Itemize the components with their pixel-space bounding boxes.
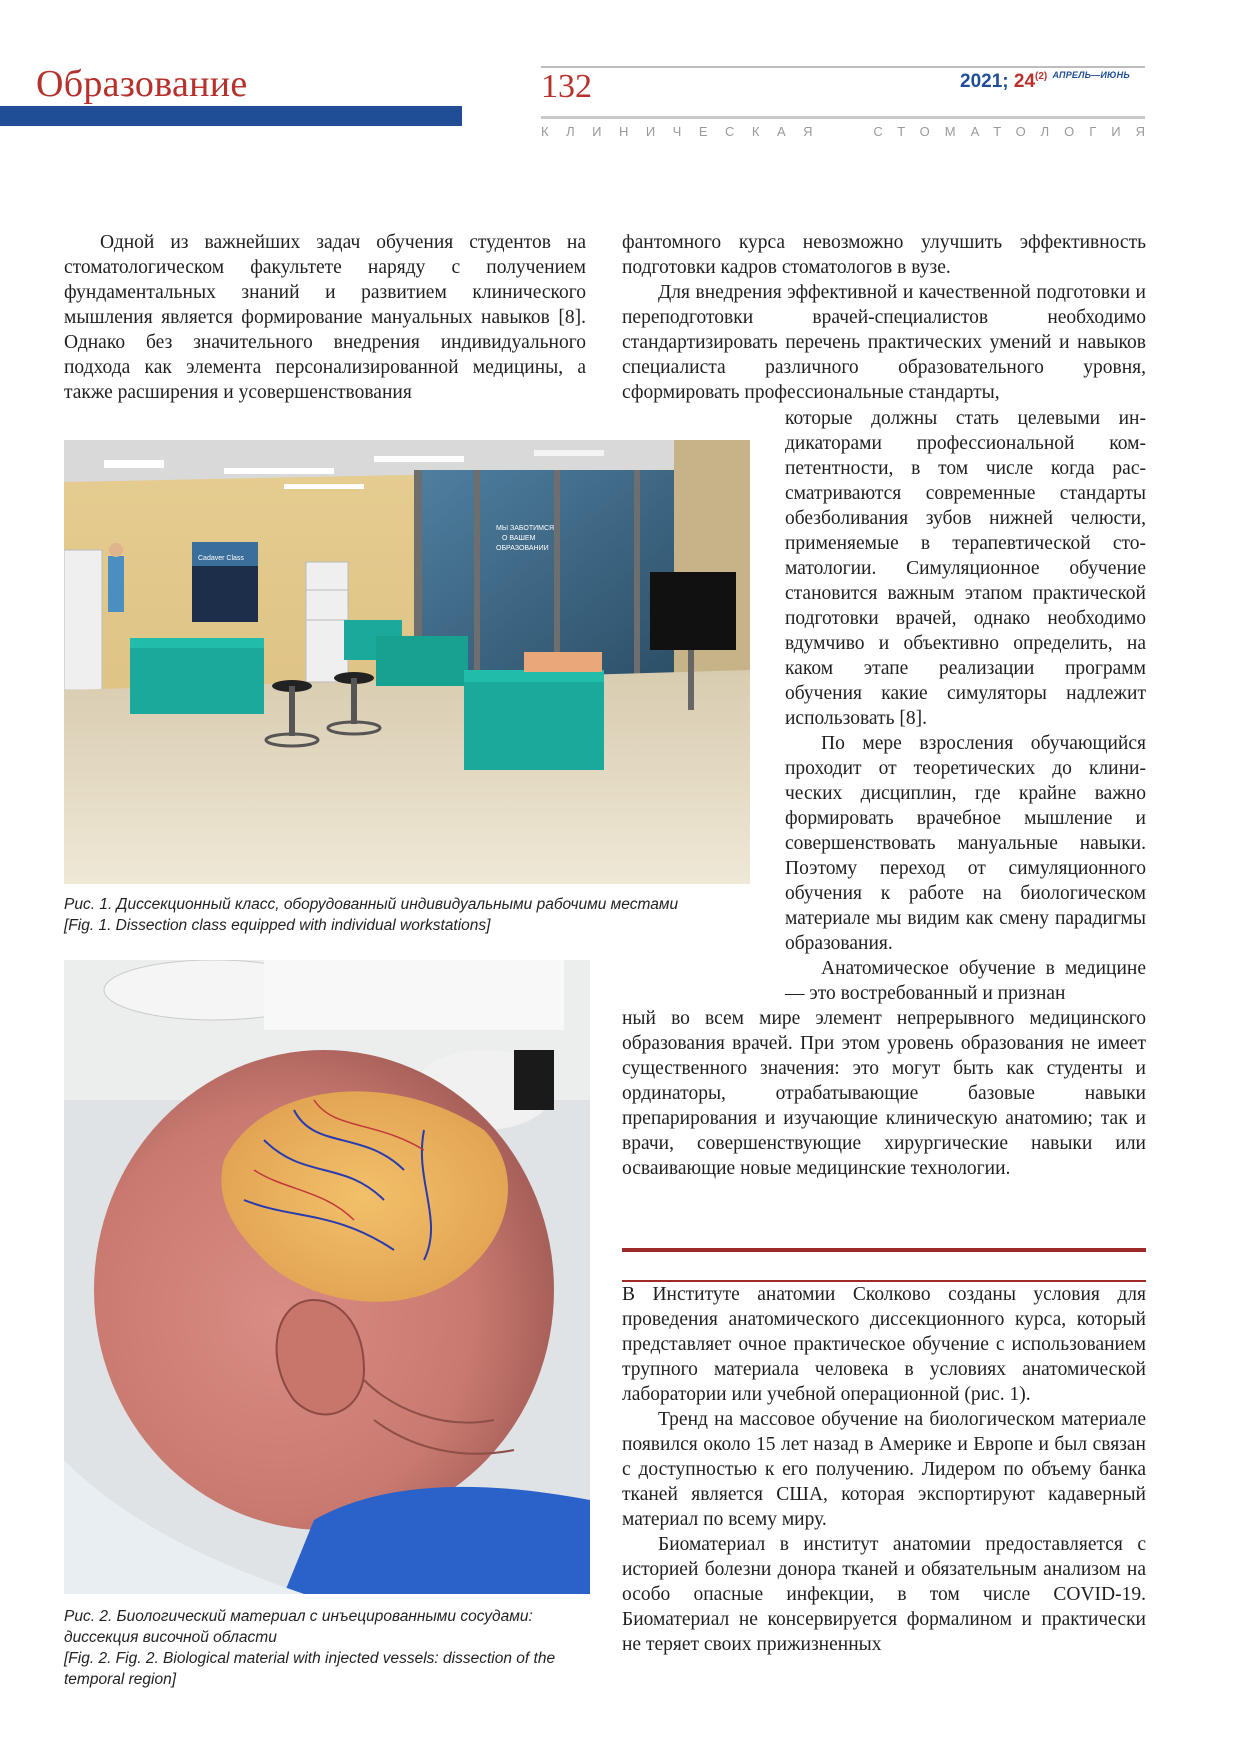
text-column-5 xyxy=(622,1282,1146,1657)
section-bar xyxy=(0,106,462,126)
svg-text:МЫ ЗАБОТИМСЯ: МЫ ЗАБОТИМСЯ xyxy=(496,525,555,532)
page-number: 132 xyxy=(541,68,592,105)
issue-number: (2) xyxy=(1035,71,1048,82)
text-column-1 xyxy=(64,230,586,405)
caption-en: [Fig. 1. Dissection class equipped with individual workstations] xyxy=(64,917,491,934)
paragraph: Для внедрения эффективной и качественной подготовки и переподготовки врачей-специалистов необходимо стандартизировать перечень практических умений и навыков специалиста различного образовательного уровня, сформировать профессиональные стандарты, xyxy=(622,282,1146,403)
temporal-dissection-illustration xyxy=(64,960,590,1594)
caption-ru: Рис. 1. Диссекционный класс, оборудованный индивидуальными рабочими местами xyxy=(64,896,679,913)
text-column-4 xyxy=(622,1006,1146,1181)
section-title: Образование xyxy=(36,63,248,105)
figure-1-caption xyxy=(64,894,764,936)
issue-volume: 24 xyxy=(1013,71,1036,92)
svg-text:О ВАШЕМ: О ВАШЕМ xyxy=(502,535,536,542)
dissection-class-illustration xyxy=(64,440,750,884)
paragraph: Тренд на массовое обучение на биологическом материале появился около 15 лет назад в Америке и Европе и был связан с доступностью к его получению. Лидером по объему банка тканей является США, которая экспортируют кадаверный материал по всему миру. xyxy=(622,1409,1146,1530)
svg-text:ОБРАЗОВАНИИ: ОБРАЗОВАНИИ xyxy=(496,545,549,552)
figure-2-photo xyxy=(64,960,590,1594)
caption-en-line-1: [Fig. 2. Fig. 2. Biological material with injected vessels: dissection of the xyxy=(64,1650,556,1667)
issue-months: АПРЕЛЬ—ИЮНЬ xyxy=(1052,70,1130,80)
journal-word-2: СТОМАТОЛОГИЯ xyxy=(873,124,1160,139)
caption-en-line-2: temporal region] xyxy=(64,1671,177,1688)
paragraph: ный во всем мире элемент непрерывного медицинского образования врачей. При этом уровень образования не имеет существенного значения: это могут быть как студенты и ординаторы, отрабатывающие базовые навыки препарирования и изучающие клиническую анатомию; так и врачи, совершенствующие хирургические навыки или осваивающие новые медицинские технологии. xyxy=(622,1008,1146,1179)
text-column-3 xyxy=(785,406,1146,1006)
paragraph: Биоматериал в институт анатомии предоставляется с историей болезни донора тканей и обязательным анализом на особо опасные инфекции, в том числе COVID-19. Биоматериал не консервируется формалином и практически не теряет своих прижизненных xyxy=(622,1534,1146,1655)
text-column-2 xyxy=(622,230,1146,405)
paragraph: которые должны стать целевыми индикаторами профессиональной компетентности, в том числе когда рассматриваются современные стандарты обезболивания зубов нижней челюсти, применяемые в терапевтической стоматологии. Симуляционное обучение становится важным этапом практической подготовки врачей, однако необходимо вдумчиво и объективно определить, на каком этапе реализации программ обучения какие симуляторы надлежит использовать [8]. xyxy=(785,408,1146,729)
paragraph: По мере взросления обучающийся проходит от теоретических до клинических дисциплин, где крайне важно формировать врачебное мышление и совершенствовать мануальные навыки. Поэтому переход от симуляционного обучения к работе на биологическом материале мы видим как смену парадигмы образования. xyxy=(785,733,1146,954)
journal-word-1: КЛИНИЧЕСКАЯ xyxy=(541,124,831,139)
section-divider-top xyxy=(622,1248,1146,1252)
issue-info xyxy=(960,70,1130,93)
issue-year: 2021; xyxy=(960,71,1009,92)
figure-2-caption xyxy=(64,1606,624,1690)
paragraph: В Институте анатомии Сколково созданы условия для проведения анатомического диссекционного курса, который представляет очное практическое обучение с использованием трупного материала человека в условиях анатомической лаборатории или учебной операционной (рис. 1). xyxy=(622,1284,1146,1405)
caption-ru-line-1: Рис. 2. Биологический материал с инъецированными сосудами: xyxy=(64,1608,533,1625)
header-rule-mid xyxy=(541,116,1145,119)
header-rule-top xyxy=(541,66,1145,68)
figure-1-photo xyxy=(64,440,750,884)
svg-text:Cadaver Class: Cadaver Class xyxy=(198,555,244,562)
paragraph: фантомного курса невозможно улучшить эффективность подготовки кадров стоматологов в вузе. xyxy=(622,232,1146,278)
journal-name xyxy=(541,124,1160,139)
paragraph: Анатомическое обучение в медицине — это востребованный и признан xyxy=(785,958,1146,1004)
caption-ru-line-2: диссекция височной области xyxy=(64,1629,277,1646)
paragraph: Одной из важнейших задач обучения студентов на стоматологическом факультете наряду с получением фундаментальных знаний и развитием клинического мышления является формирование мануальных навыков [8]. Однако без значительного внедрения индивидуального подхода как элемента персонализированной медицины, а также расширения и усовершенствования xyxy=(64,232,586,403)
